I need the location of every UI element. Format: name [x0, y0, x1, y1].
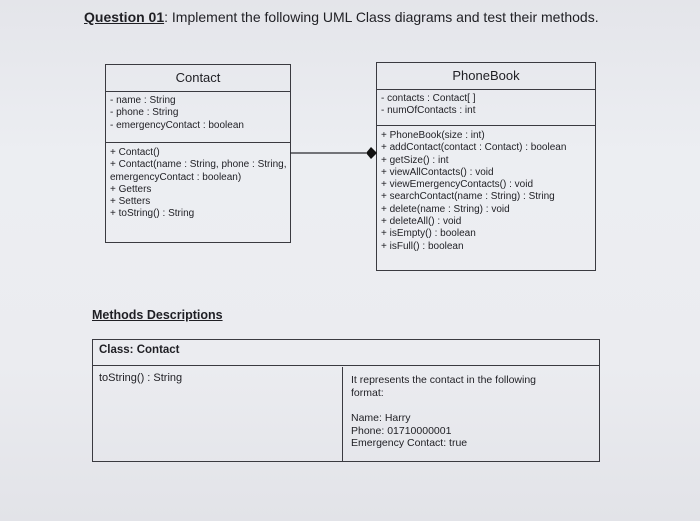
methods-descriptions-heading: Methods Descriptions	[92, 308, 223, 322]
composition-diamond-icon	[366, 147, 377, 159]
method: + isEmpty() : boolean	[381, 228, 476, 240]
method: emergencyContact : boolean)	[110, 171, 242, 183]
method: + getSize() : int	[381, 154, 449, 166]
example-line: Name: Harry	[351, 412, 411, 424]
example-line: Emergency Contact: true	[351, 437, 468, 449]
method: + Getters	[110, 183, 152, 195]
method: + viewEmergencyContacts() : void	[381, 179, 534, 191]
attribute: - phone : String	[110, 107, 179, 119]
example-line: Phone: 01710000001	[351, 424, 452, 437]
method: + Contact()	[110, 147, 160, 158]
method: + deleteAll() : void	[381, 216, 462, 228]
method: + Setters	[110, 196, 151, 208]
phonebook-class-name: PhoneBook	[377, 63, 595, 90]
method: + addContact(contact : Contact) : boolean	[381, 142, 567, 154]
question-label: Question 01	[84, 9, 165, 25]
method: + Contact(name : String, phone : String,	[110, 159, 287, 171]
method: + delete(name : String) : void	[381, 203, 510, 215]
table-method-cell: toString() : String	[93, 367, 343, 461]
table-description-cell	[344, 367, 599, 461]
description-text: It represents the contact in the following format:	[351, 374, 537, 399]
attribute: - name : String	[110, 95, 176, 106]
methods-descriptions-table	[92, 339, 600, 462]
method: + searchContact(name : String) : String	[381, 191, 555, 203]
contact-class-name: Contact	[106, 65, 290, 92]
method: + viewAllContacts() : void	[381, 166, 494, 178]
attribute: - contacts : Contact[ ]	[381, 93, 476, 104]
method: + isFull() : boolean	[381, 240, 464, 252]
method: + toString() : String	[110, 208, 195, 220]
attribute: - numOfContacts : int	[381, 105, 476, 117]
method: + PhoneBook(size : int)	[381, 130, 485, 141]
attribute: - emergencyContact : boolean	[110, 119, 244, 131]
table-class-header: Class: Contact	[93, 340, 599, 366]
question-text: : Implement the following UML Class diagrams and test their methods.	[164, 9, 599, 25]
